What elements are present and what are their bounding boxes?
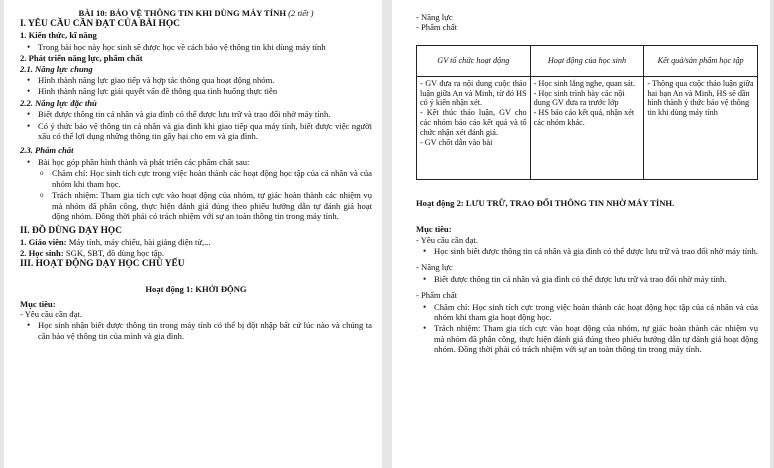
lesson-title-duration: (2 tiết ) bbox=[288, 8, 314, 18]
objective-label: Mục tiêu: bbox=[20, 298, 56, 309]
quality-list bbox=[416, 302, 758, 355]
requirement-list bbox=[416, 246, 758, 256]
list-item: o Chăm chỉ: Học sinh tích cực trong việc hoàn thành các hoạt động học tập của cá nhân và của nhóm khi tham học. bbox=[20, 168, 372, 189]
specific-competence-list bbox=[20, 109, 372, 141]
cell-line: - Thông qua cuộc thảo luận giữa hai bạn An và Minh, HS sẽ dần hình thành ý thức bảo vệ thông tin khi dùng máy tính bbox=[647, 78, 754, 118]
requirement-line: - Yêu cầu cần đạt. bbox=[20, 308, 82, 319]
subheading-qualities: 2.3. Phẩm chất bbox=[20, 145, 74, 156]
competence-label: - Năng lực bbox=[416, 262, 453, 273]
student-text: SGK, SBT, đồ dùng học tập. bbox=[65, 247, 165, 258]
section-heading-1: I. YÊU CẦU CẦN ĐẠT CỦA BÀI HỌC bbox=[20, 19, 180, 30]
qualities-sublist bbox=[20, 168, 372, 221]
list-item: o Trách nhiệm: Tham gia tích cực vào hoạt động của nhóm, tự giác hoàn thành các nhiệm vụ mà nhóm đã phân công, thực hiện đánh giá đúng theo phiếu hướng dẫn tự đánh giá hoạt động nhóm. Đồng thời phải có trách nhiệm với sự an toàn thông tin trong máy tính. bbox=[20, 190, 372, 221]
cell-line: - Học sinh trình bày các nội dung GV đưa ra trước lớp bbox=[533, 88, 625, 108]
qualities-list bbox=[20, 157, 372, 167]
general-competence-list bbox=[20, 75, 372, 97]
list-item: • Biết được thông tin cá nhân và gia đình có thể được lưu trữ và trao đổi nhờ máy tính. bbox=[416, 274, 758, 284]
cell-line: - GV chốt dẫn vào bài bbox=[420, 137, 493, 147]
table-cell-student bbox=[530, 76, 644, 179]
table-row bbox=[417, 76, 758, 179]
list-item: • Học sinh biết được thông tin cá nhân và gia đình có thể được lưu trữ và trao đổi nhờ máy tính. bbox=[416, 246, 758, 256]
knowledge-list bbox=[20, 42, 372, 52]
teacher-text: Máy tính, máy chiếu, bài giảng điện tử,... bbox=[68, 237, 211, 248]
list-item: • Bài học góp phần hình thành và phát triển các phẩm chất sau: bbox=[20, 157, 372, 167]
subheading-knowledge: 1. Kiến thức, kĩ năng bbox=[20, 30, 97, 41]
table-cell-teacher bbox=[417, 76, 531, 179]
teacher-materials bbox=[20, 237, 372, 247]
section-heading-2: II. ĐỒ DÙNG DẠY HỌC bbox=[20, 226, 122, 237]
list-item: • Có ý thức bảo vệ thông tin cá nhân và gia đình khi giao tiếp qua máy tính, biết được việc người xấu có thể lợi dụng những thông tin gây hại cho em và gia đình. bbox=[20, 121, 372, 142]
table-header: GV tổ chức hoạt động bbox=[417, 45, 531, 76]
activity-1-heading: Hoạt động 1: KHỞI ĐỘNG bbox=[145, 284, 247, 295]
quality-label: - Phẩm chất bbox=[416, 290, 458, 301]
student-materials bbox=[20, 248, 372, 258]
list-item: • Biết được thông tin cá nhân và gia đình có thể được lưu trữ và trao đổi nhờ máy tính. bbox=[20, 109, 372, 119]
list-item: • Hình thành năng lực giải quyết vấn đề thông qua tình huống thực tiễn bbox=[20, 86, 372, 96]
list-item: • Hình thành năng lực giao tiếp và hợp tác thông qua hoạt động nhóm. bbox=[20, 75, 372, 85]
teacher-label: 1. Giáo viên: bbox=[20, 237, 67, 248]
objective-label: Mục tiêu: bbox=[416, 224, 452, 235]
quality-line: - Phẩm chất bbox=[416, 22, 458, 33]
activity-table bbox=[416, 45, 758, 180]
table-header: Kết quả/sản phẩm học tập bbox=[644, 45, 758, 76]
document-page-right bbox=[392, 0, 770, 468]
lesson-title-text: BÀI 10: BẢO VỆ THÔNG TIN KHI DÙNG MÁY TÍNH bbox=[78, 8, 287, 18]
subheading-competence: 2. Phát triển năng lực, phẩm chất bbox=[20, 53, 143, 64]
document-page-left bbox=[4, 0, 382, 468]
lesson-title bbox=[20, 8, 372, 18]
activity-2-heading: Hoạt động 2: LƯU TRỮ, TRAO ĐỔI THÔNG TIN NHỜ MÁY TÍNH. bbox=[416, 197, 675, 208]
table-header: Hoạt động của học sinh bbox=[530, 45, 644, 76]
activity-1-list bbox=[20, 320, 372, 341]
cell-line: - Học sinh lắng nghe, quan sát. bbox=[533, 78, 636, 88]
cell-line: - Kết thúc thảo luận, GV cho các nhóm báo cáo kết quả và tổ chức nhận xét đánh giá. bbox=[420, 108, 527, 137]
list-item: • Học sinh nhận biết được thông tin trong máy tính có thể bị đột nhập bất cứ lúc nào và chúng ta cần bảo vệ thông tin của mình và gia đình. bbox=[20, 320, 372, 341]
list-item: • Trách nhiệm: Tham gia tích cực vào hoạt động của nhóm, tự giác hoàn thành các nhiệm vụ mà nhóm đã phân công, thực hiện đánh giá đúng theo phiếu hướng dẫn tự đánh giá hoạt động nhóm. Đồng thời phải có trách nhiệm với sự an toàn thông tin trong máy tính. bbox=[416, 323, 758, 354]
requirement-line: - Yêu cầu cần đạt. bbox=[416, 234, 478, 245]
subheading-general-competence: 2.1. Năng lực chung bbox=[20, 63, 93, 74]
section-heading-3: III. HOẠT ĐỘNG DẠY HỌC CHỦ YẾU bbox=[20, 259, 185, 270]
cell-line: - GV đưa ra nội dung cuộc thảo luận giữa An và Minh, từ đó HS có ý kiến nhận xét. bbox=[420, 78, 527, 108]
table-header-row bbox=[417, 45, 758, 76]
subheading-specific-competence: 2.2. Năng lực đặc thù bbox=[20, 97, 97, 108]
competence-list bbox=[416, 274, 758, 284]
table-cell-result bbox=[644, 76, 758, 179]
list-item: • Chăm chỉ: Học sinh tích cực trong việc hoàn thành các hoạt động học tập của cá nhân và của nhóm khi tham gia hoạt động học. bbox=[416, 302, 758, 323]
list-item: • Trong bài học này học sinh sẽ được học về cách bảo vệ thông tin khi dùng máy tính bbox=[20, 42, 372, 52]
competence-line: - Năng lực bbox=[416, 12, 453, 22]
cell-line: - HS báo cáo kết quả, nhận xét các nhóm khác. bbox=[533, 108, 635, 127]
student-label: 2. Học sinh: bbox=[20, 247, 64, 258]
